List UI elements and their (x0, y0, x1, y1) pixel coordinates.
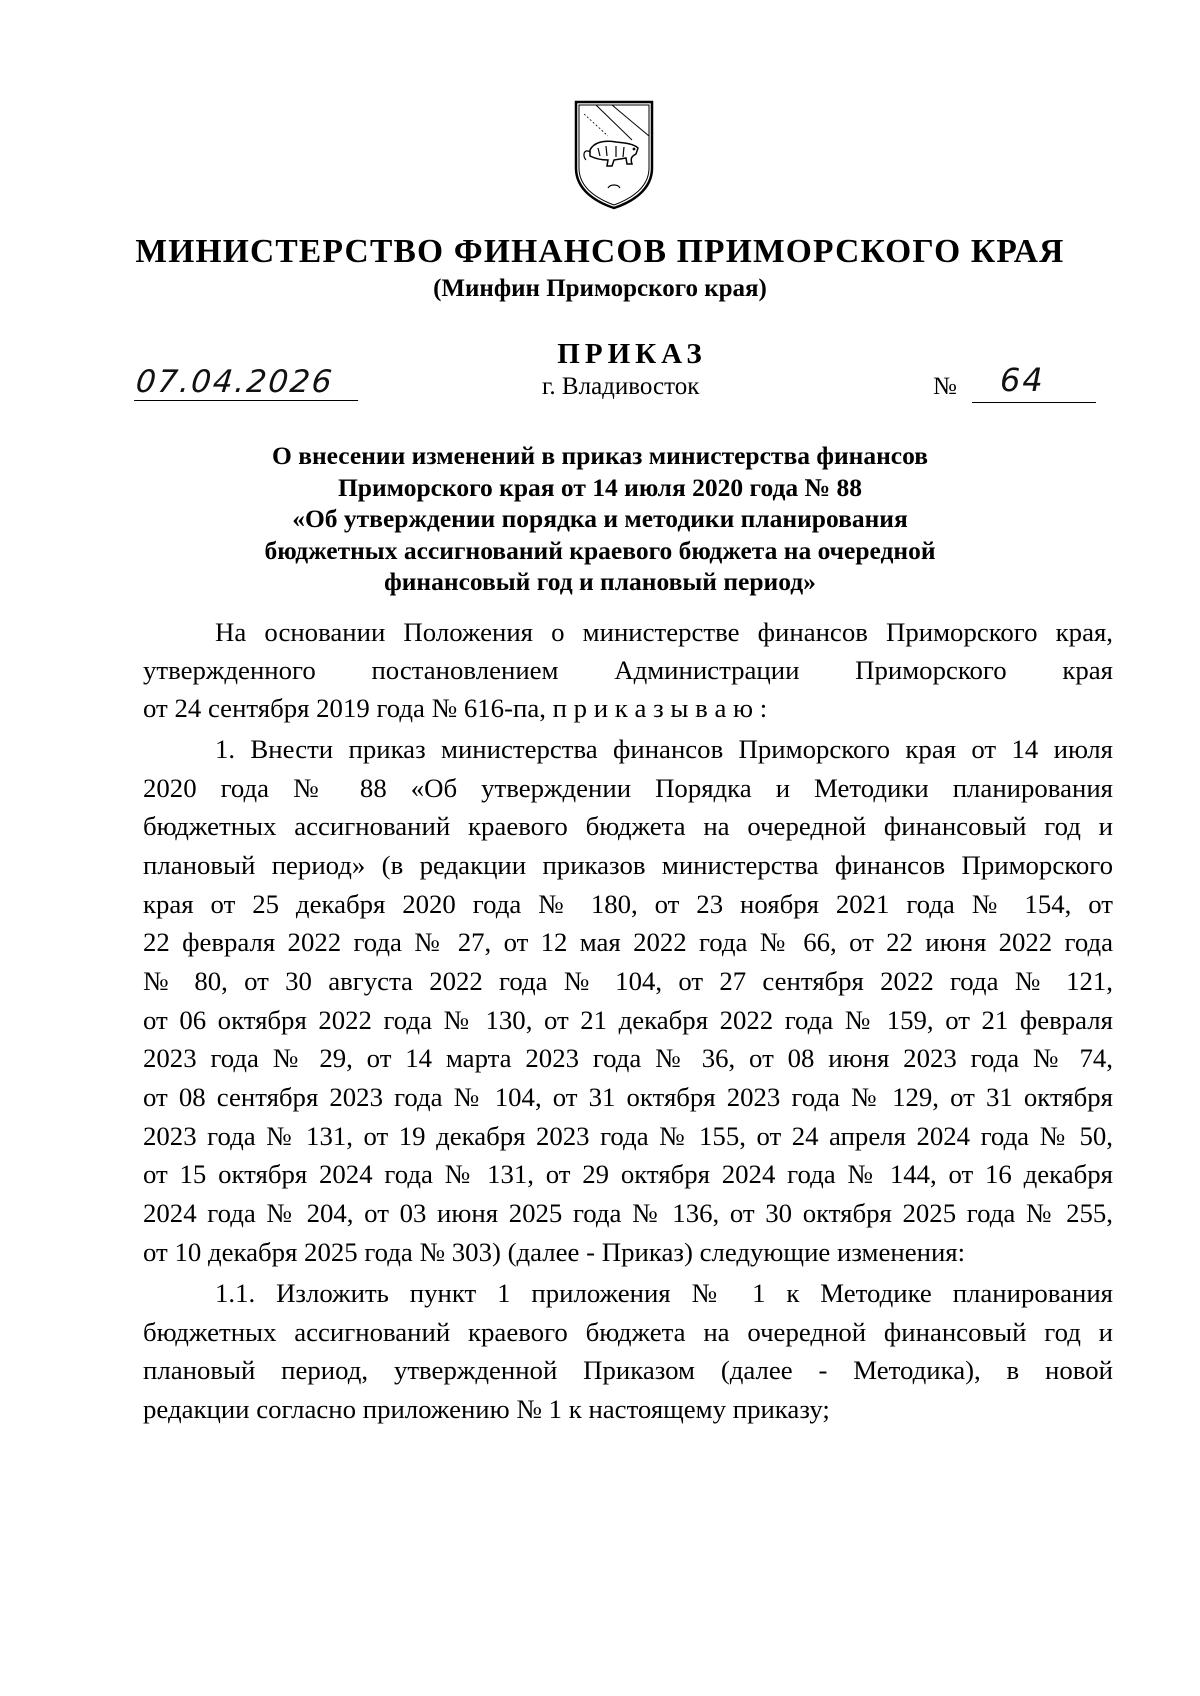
subject-line: «Об утверждении порядка и методики планирования (292, 504, 908, 533)
body-line: плановый период, утвержденной Приказом (далее - Методика), в новой (143, 1355, 1113, 1385)
subject-line: финансовый год и плановый период» (384, 567, 816, 596)
subject-line: О внесении изменений в приказ министерства финансов (271, 441, 929, 470)
body-line: от 08 сентября 2023 года № 104, от 31 октября 2023 года № 129, от 31 октября (143, 1082, 1113, 1112)
order-subject (150, 440, 1050, 598)
body-line: 1.1. Изложить пункт 1 приложения № 1 к Методике планирования (215, 1278, 1113, 1308)
body-line: края от 25 декабря 2020 года № 180, от 23 ноября 2021 года № 154, от (143, 889, 1113, 919)
body-line: 2024 года № 204, от 03 июня 2025 года № 136, от 30 октября 2025 года № 255, (143, 1198, 1113, 1228)
number-sign: № (933, 373, 957, 400)
body-line: 2023 года № 131, от 19 декабря 2023 года № 155, от 24 апреля 2024 года № 50, (143, 1121, 1113, 1151)
body-line: № 80, от 30 августа 2022 года № 104, от 27 сентября 2022 года № 121, (143, 966, 1113, 996)
body-line: 22 февраля 2022 года № 27, от 12 мая 2022 года № 66, от 22 июня 2022 года (143, 927, 1113, 957)
issue-city: г. Владивосток (542, 373, 700, 400)
subject-line: бюджетных ассигнований краевого бюджета на очередной (264, 535, 936, 565)
body-line: 1. Внести приказ министерства финансов Приморского края от 14 июля (215, 734, 1113, 764)
body-line: бюджетных ассигнований краевого бюджета на очередной финансовый год и (143, 811, 1113, 841)
body-line: утвержденного постановлением Администрации Приморского края (143, 655, 1113, 685)
body-line: от 24 сентября 2019 года № 616-па, п р и к а з ы в а ю : (143, 693, 768, 723)
body-line: 2023 года № 29, от 14 марта 2023 года № 36, от 08 июня 2023 года № 74, (143, 1043, 1113, 1073)
body-line: 2020 года № 88 «Об утверждении Порядка и Методики планирования (143, 773, 1113, 803)
body-line: плановый период» (в редакции приказов министерства финансов Приморского (143, 850, 1113, 880)
body-line: от 15 октября 2024 года № 131, от 29 октября 2024 года № 144, от 16 декабря (143, 1159, 1113, 1189)
handwritten-number: 64 (1000, 361, 1045, 399)
coat-of-arms-icon (572, 100, 656, 210)
ministry-short-name: (Минфин Приморского края) (433, 275, 767, 302)
ministry-name: МИНИСТЕРСТВО ФИНАНСОВ ПРИМОРСКОГО КРАЯ (135, 233, 1065, 270)
handwritten-date: 07.04.2026 (134, 364, 362, 401)
body-line: На основании Положения о министерстве финансов Приморского края, (215, 617, 1113, 647)
body-line: от 06 октября 2022 года № 130, от 21 декабря 2022 года № 159, от 21 февраля (143, 1005, 1113, 1035)
document-type-title: ПРИКАЗ (557, 338, 707, 370)
body-line: бюджетных ассигнований краевого бюджета на очередной финансовый год и (143, 1317, 1113, 1347)
document-number-field (972, 362, 1096, 403)
body-line: от 10 декабря 2025 года № 303) (далее - Приказ) следующие изменения: (143, 1237, 966, 1267)
subject-line: Приморского края от 14 июля 2020 года № 88 (337, 472, 863, 502)
body-line: редакции согласно приложению № 1 к настоящему приказу; (143, 1394, 830, 1424)
